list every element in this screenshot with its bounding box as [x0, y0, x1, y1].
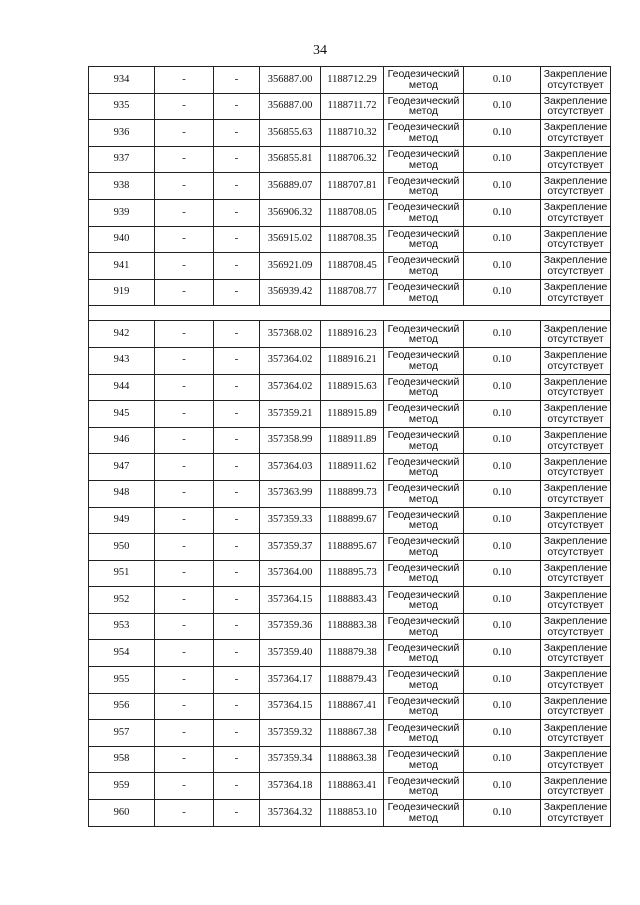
- cell-fixing-description: Закрепление отсутствует: [541, 146, 611, 173]
- cell-fixing-description: Закрепление отсутствует: [541, 800, 611, 827]
- cell-accuracy: 0.10: [464, 534, 541, 561]
- cell-x-coordinate: 357364.02: [260, 347, 321, 374]
- cell-method: Геодезический метод: [384, 226, 464, 253]
- cell-y-coordinate: 1188867.38: [321, 720, 384, 747]
- cell-y-old: -: [214, 613, 260, 640]
- cell-x-old: -: [155, 773, 214, 800]
- cell-x-old: -: [155, 427, 214, 454]
- cell-method: Геодезический метод: [384, 427, 464, 454]
- cell-point-number: 938: [89, 173, 155, 200]
- cell-method: Геодезический метод: [384, 199, 464, 226]
- cell-x-coordinate: 357364.17: [260, 667, 321, 694]
- cell-y-coordinate: 1188883.38: [321, 613, 384, 640]
- cell-y-coordinate: 1188708.77: [321, 279, 384, 306]
- cell-fixing-description: Закрепление отсутствует: [541, 693, 611, 720]
- cell-accuracy: 0.10: [464, 507, 541, 534]
- cell-accuracy: 0.10: [464, 374, 541, 401]
- cell-fixing-description: Закрепление отсутствует: [541, 120, 611, 147]
- table-row: [89, 67, 611, 94]
- cell-accuracy: 0.10: [464, 773, 541, 800]
- table-row: [89, 401, 611, 428]
- cell-y-old: -: [214, 199, 260, 226]
- cell-x-coordinate: 357364.02: [260, 374, 321, 401]
- cell-y-old: -: [214, 800, 260, 827]
- table-row: [89, 773, 611, 800]
- cell-x-coordinate: 357363.99: [260, 480, 321, 507]
- cell-method: Геодезический метод: [384, 480, 464, 507]
- table-row: [89, 120, 611, 147]
- cell-x-old: -: [155, 93, 214, 120]
- cell-method: Геодезический метод: [384, 613, 464, 640]
- cell-method: Геодезический метод: [384, 667, 464, 694]
- cell-y-coordinate: 1188707.81: [321, 173, 384, 200]
- cell-point-number: 955: [89, 667, 155, 694]
- cell-fixing-description: Закрепление отсутствует: [541, 560, 611, 587]
- cell-fixing-description: Закрепление отсутствует: [541, 401, 611, 428]
- cell-x-coordinate: 357359.37: [260, 534, 321, 561]
- cell-method: Геодезический метод: [384, 587, 464, 614]
- cell-point-number: 956: [89, 693, 155, 720]
- table-row: [89, 253, 611, 280]
- table-separator-cell: [89, 306, 611, 321]
- cell-method: Геодезический метод: [384, 279, 464, 306]
- cell-x-old: -: [155, 720, 214, 747]
- cell-accuracy: 0.10: [464, 146, 541, 173]
- cell-accuracy: 0.10: [464, 401, 541, 428]
- cell-y-old: -: [214, 226, 260, 253]
- table-row: [89, 199, 611, 226]
- cell-accuracy: 0.10: [464, 454, 541, 481]
- cell-point-number: 941: [89, 253, 155, 280]
- table-row: [89, 374, 611, 401]
- cell-accuracy: 0.10: [464, 720, 541, 747]
- cell-y-coordinate: 1188710.32: [321, 120, 384, 147]
- cell-y-old: -: [214, 321, 260, 348]
- cell-x-old: -: [155, 480, 214, 507]
- table-row: [89, 226, 611, 253]
- cell-accuracy: 0.10: [464, 226, 541, 253]
- cell-x-old: -: [155, 67, 214, 94]
- cell-y-old: -: [214, 667, 260, 694]
- cell-fixing-description: Закрепление отсутствует: [541, 173, 611, 200]
- cell-x-old: -: [155, 199, 214, 226]
- cell-y-old: -: [214, 534, 260, 561]
- cell-y-old: -: [214, 279, 260, 306]
- cell-point-number: 953: [89, 613, 155, 640]
- cell-fixing-description: Закрепление отсутствует: [541, 667, 611, 694]
- cell-point-number: 957: [89, 720, 155, 747]
- cell-accuracy: 0.10: [464, 667, 541, 694]
- cell-y-coordinate: 1188712.29: [321, 67, 384, 94]
- cell-point-number: 946: [89, 427, 155, 454]
- cell-x-old: -: [155, 253, 214, 280]
- cell-accuracy: 0.10: [464, 560, 541, 587]
- cell-x-coordinate: 356855.63: [260, 120, 321, 147]
- cell-y-old: -: [214, 146, 260, 173]
- cell-y-old: -: [214, 374, 260, 401]
- table-row: [89, 427, 611, 454]
- table-row: [89, 173, 611, 200]
- cell-x-coordinate: 356889.07: [260, 173, 321, 200]
- cell-x-old: -: [155, 587, 214, 614]
- cell-y-coordinate: 1188911.89: [321, 427, 384, 454]
- cell-method: Геодезический метод: [384, 173, 464, 200]
- cell-point-number: 950: [89, 534, 155, 561]
- cell-point-number: 959: [89, 773, 155, 800]
- cell-point-number: 936: [89, 120, 155, 147]
- cell-method: Геодезический метод: [384, 640, 464, 667]
- table-row: [89, 587, 611, 614]
- cell-point-number: 949: [89, 507, 155, 534]
- cell-accuracy: 0.10: [464, 640, 541, 667]
- cell-x-old: -: [155, 693, 214, 720]
- cell-y-coordinate: 1188916.21: [321, 347, 384, 374]
- table-row: [89, 480, 611, 507]
- cell-y-old: -: [214, 454, 260, 481]
- cell-x-old: -: [155, 146, 214, 173]
- cell-x-old: -: [155, 347, 214, 374]
- cell-fixing-description: Закрепление отсутствует: [541, 454, 611, 481]
- cell-x-coordinate: 356887.00: [260, 93, 321, 120]
- cell-point-number: 945: [89, 401, 155, 428]
- cell-point-number: 948: [89, 480, 155, 507]
- cell-fixing-description: Закрепление отсутствует: [541, 279, 611, 306]
- table-row: [89, 746, 611, 773]
- cell-fixing-description: Закрепление отсутствует: [541, 374, 611, 401]
- cell-y-old: -: [214, 253, 260, 280]
- cell-y-old: -: [214, 507, 260, 534]
- cell-x-old: -: [155, 454, 214, 481]
- cell-method: Геодезический метод: [384, 507, 464, 534]
- cell-point-number: 958: [89, 746, 155, 773]
- cell-x-old: -: [155, 667, 214, 694]
- cell-fixing-description: Закрепление отсутствует: [541, 613, 611, 640]
- table-row: [89, 507, 611, 534]
- cell-x-coordinate: 357359.34: [260, 746, 321, 773]
- cell-y-coordinate: 1188706.32: [321, 146, 384, 173]
- cell-accuracy: 0.10: [464, 253, 541, 280]
- cell-x-coordinate: 357364.18: [260, 773, 321, 800]
- cell-method: Геодезический метод: [384, 120, 464, 147]
- cell-method: Геодезический метод: [384, 347, 464, 374]
- cell-y-coordinate: 1188879.43: [321, 667, 384, 694]
- cell-accuracy: 0.10: [464, 480, 541, 507]
- table-row: [89, 640, 611, 667]
- cell-x-old: -: [155, 374, 214, 401]
- cell-y-old: -: [214, 427, 260, 454]
- cell-x-old: -: [155, 226, 214, 253]
- cell-method: Геодезический метод: [384, 773, 464, 800]
- cell-fixing-description: Закрепление отсутствует: [541, 480, 611, 507]
- cell-y-old: -: [214, 93, 260, 120]
- cell-x-coordinate: 357364.32: [260, 800, 321, 827]
- cell-method: Геодезический метод: [384, 321, 464, 348]
- cell-x-old: -: [155, 507, 214, 534]
- table-separator-row: [89, 306, 611, 321]
- cell-y-coordinate: 1188899.73: [321, 480, 384, 507]
- cell-x-coordinate: 356855.81: [260, 146, 321, 173]
- cell-y-coordinate: 1188708.35: [321, 226, 384, 253]
- cell-y-coordinate: 1188879.38: [321, 640, 384, 667]
- cell-point-number: 947: [89, 454, 155, 481]
- cell-y-coordinate: 1188915.63: [321, 374, 384, 401]
- cell-y-old: -: [214, 480, 260, 507]
- cell-y-coordinate: 1188853.10: [321, 800, 384, 827]
- cell-x-coordinate: 357364.00: [260, 560, 321, 587]
- cell-x-coordinate: 357359.21: [260, 401, 321, 428]
- cell-fixing-description: Закрепление отсутствует: [541, 199, 611, 226]
- cell-point-number: 952: [89, 587, 155, 614]
- cell-point-number: 939: [89, 199, 155, 226]
- table-row: [89, 321, 611, 348]
- cell-x-coordinate: 357364.03: [260, 454, 321, 481]
- cell-point-number: 942: [89, 321, 155, 348]
- cell-x-coordinate: 357368.02: [260, 321, 321, 348]
- cell-fixing-description: Закрепление отсутствует: [541, 93, 611, 120]
- cell-x-coordinate: 357358.99: [260, 427, 321, 454]
- cell-point-number: 960: [89, 800, 155, 827]
- cell-x-old: -: [155, 560, 214, 587]
- cell-y-coordinate: 1188915.89: [321, 401, 384, 428]
- cell-method: Геодезический метод: [384, 374, 464, 401]
- cell-accuracy: 0.10: [464, 800, 541, 827]
- cell-y-coordinate: 1188863.38: [321, 746, 384, 773]
- cell-x-old: -: [155, 321, 214, 348]
- cell-fixing-description: Закрепление отсутствует: [541, 773, 611, 800]
- cell-accuracy: 0.10: [464, 93, 541, 120]
- cell-method: Геодезический метод: [384, 534, 464, 561]
- cell-x-old: -: [155, 746, 214, 773]
- cell-x-coordinate: 357359.33: [260, 507, 321, 534]
- cell-x-coordinate: 356906.32: [260, 199, 321, 226]
- table-row: [89, 560, 611, 587]
- cell-accuracy: 0.10: [464, 427, 541, 454]
- cell-y-old: -: [214, 401, 260, 428]
- cell-point-number: 940: [89, 226, 155, 253]
- cell-y-old: -: [214, 347, 260, 374]
- cell-x-old: -: [155, 120, 214, 147]
- cell-fixing-description: Закрепление отсутствует: [541, 534, 611, 561]
- cell-fixing-description: Закрепление отсутствует: [541, 507, 611, 534]
- cell-method: Геодезический метод: [384, 800, 464, 827]
- cell-x-old: -: [155, 401, 214, 428]
- cell-x-coordinate: 356921.09: [260, 253, 321, 280]
- cell-y-coordinate: 1188916.23: [321, 321, 384, 348]
- cell-x-coordinate: 357364.15: [260, 587, 321, 614]
- cell-fixing-description: Закрепление отсутствует: [541, 746, 611, 773]
- cell-x-coordinate: 357359.40: [260, 640, 321, 667]
- cell-accuracy: 0.10: [464, 120, 541, 147]
- page-number: 34: [313, 43, 327, 58]
- cell-fixing-description: Закрепление отсутствует: [541, 347, 611, 374]
- cell-method: Геодезический метод: [384, 253, 464, 280]
- coordinates-table: [88, 66, 611, 827]
- cell-y-coordinate: 1188863.41: [321, 773, 384, 800]
- coordinates-table-body: [89, 67, 611, 827]
- cell-y-old: -: [214, 587, 260, 614]
- cell-accuracy: 0.10: [464, 587, 541, 614]
- cell-method: Геодезический метод: [384, 560, 464, 587]
- cell-y-old: -: [214, 640, 260, 667]
- cell-y-coordinate: 1188895.67: [321, 534, 384, 561]
- cell-y-coordinate: 1188708.05: [321, 199, 384, 226]
- cell-y-old: -: [214, 173, 260, 200]
- cell-accuracy: 0.10: [464, 347, 541, 374]
- cell-point-number: 951: [89, 560, 155, 587]
- cell-fixing-description: Закрепление отсутствует: [541, 253, 611, 280]
- cell-y-old: -: [214, 67, 260, 94]
- cell-method: Геодезический метод: [384, 146, 464, 173]
- cell-fixing-description: Закрепление отсутствует: [541, 427, 611, 454]
- cell-method: Геодезический метод: [384, 693, 464, 720]
- table-row: [89, 800, 611, 827]
- cell-point-number: 944: [89, 374, 155, 401]
- cell-y-coordinate: 1188899.67: [321, 507, 384, 534]
- table-row: [89, 534, 611, 561]
- table-row: [89, 613, 611, 640]
- cell-x-old: -: [155, 279, 214, 306]
- cell-accuracy: 0.10: [464, 746, 541, 773]
- cell-y-coordinate: 1188711.72: [321, 93, 384, 120]
- cell-x-coordinate: 357359.32: [260, 720, 321, 747]
- cell-accuracy: 0.10: [464, 693, 541, 720]
- cell-accuracy: 0.10: [464, 321, 541, 348]
- cell-y-old: -: [214, 693, 260, 720]
- cell-y-old: -: [214, 720, 260, 747]
- cell-y-coordinate: 1188708.45: [321, 253, 384, 280]
- cell-point-number: 943: [89, 347, 155, 374]
- cell-accuracy: 0.10: [464, 67, 541, 94]
- cell-y-old: -: [214, 120, 260, 147]
- table-row: [89, 454, 611, 481]
- cell-accuracy: 0.10: [464, 173, 541, 200]
- cell-y-coordinate: 1188883.43: [321, 587, 384, 614]
- cell-x-coordinate: 356887.00: [260, 67, 321, 94]
- cell-fixing-description: Закрепление отсутствует: [541, 226, 611, 253]
- cell-fixing-description: Закрепление отсутствует: [541, 321, 611, 348]
- cell-method: Геодезический метод: [384, 454, 464, 481]
- cell-fixing-description: Закрепление отсутствует: [541, 640, 611, 667]
- cell-x-coordinate: 356939.42: [260, 279, 321, 306]
- cell-method: Геодезический метод: [384, 67, 464, 94]
- table-row: [89, 693, 611, 720]
- cell-x-old: -: [155, 173, 214, 200]
- table-row: [89, 279, 611, 306]
- cell-point-number: 937: [89, 146, 155, 173]
- cell-x-old: -: [155, 534, 214, 561]
- cell-x-coordinate: 357364.15: [260, 693, 321, 720]
- cell-y-coordinate: 1188911.62: [321, 454, 384, 481]
- cell-accuracy: 0.10: [464, 199, 541, 226]
- cell-x-coordinate: 357359.36: [260, 613, 321, 640]
- cell-method: Геодезический метод: [384, 401, 464, 428]
- cell-method: Геодезический метод: [384, 746, 464, 773]
- cell-y-old: -: [214, 773, 260, 800]
- table-row: [89, 720, 611, 747]
- cell-point-number: 919: [89, 279, 155, 306]
- cell-x-coordinate: 356915.02: [260, 226, 321, 253]
- cell-fixing-description: Закрепление отсутствует: [541, 720, 611, 747]
- cell-accuracy: 0.10: [464, 613, 541, 640]
- table-row: [89, 667, 611, 694]
- cell-point-number: 935: [89, 93, 155, 120]
- cell-point-number: 954: [89, 640, 155, 667]
- cell-method: Геодезический метод: [384, 93, 464, 120]
- cell-x-old: -: [155, 613, 214, 640]
- cell-x-old: -: [155, 640, 214, 667]
- cell-x-old: -: [155, 800, 214, 827]
- cell-method: Геодезический метод: [384, 720, 464, 747]
- cell-fixing-description: Закрепление отсутствует: [541, 67, 611, 94]
- table-row: [89, 93, 611, 120]
- cell-accuracy: 0.10: [464, 279, 541, 306]
- cell-y-old: -: [214, 746, 260, 773]
- table-row: [89, 347, 611, 374]
- cell-y-coordinate: 1188867.41: [321, 693, 384, 720]
- table-row: [89, 146, 611, 173]
- cell-y-coordinate: 1188895.73: [321, 560, 384, 587]
- cell-point-number: 934: [89, 67, 155, 94]
- cell-fixing-description: Закрепление отсутствует: [541, 587, 611, 614]
- cell-y-old: -: [214, 560, 260, 587]
